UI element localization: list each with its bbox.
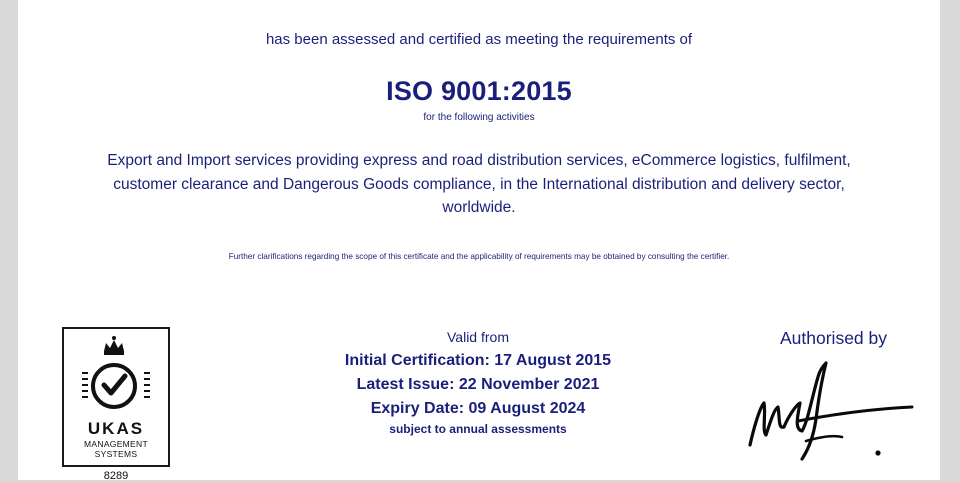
validity-block bbox=[273, 329, 683, 436]
latest-issue: Latest Issue: 22 November 2021 bbox=[356, 376, 600, 393]
initial-certification: Initial Certification: 17 August 2015 bbox=[344, 352, 612, 369]
valid-from-label: Valid from bbox=[447, 329, 509, 345]
ukas-management: MANAGEMENT bbox=[84, 439, 148, 449]
ukas-logo bbox=[62, 327, 170, 467]
clarification-note: Further clarifications regarding the scope of this certificate and the applicability of requirements may be obtained by consulting the certifier. bbox=[228, 252, 730, 261]
activities-lead: for the following activities bbox=[423, 112, 535, 123]
tick-circle-icon bbox=[93, 365, 135, 407]
authorised-by-label: Authorised by bbox=[780, 328, 888, 348]
standard-title: ISO 9001:2015 bbox=[386, 76, 572, 106]
cropped-top-line bbox=[18, 0, 940, 3]
ukas-wordmark: UKAS bbox=[87, 419, 145, 438]
annual-assessment-note: subject to annual assessments bbox=[389, 422, 567, 436]
assessed-statement: has been assessed and certified as meeting the requirements of bbox=[265, 31, 693, 48]
crown-icon bbox=[104, 336, 124, 355]
signature bbox=[740, 357, 930, 467]
ukas-number: 8289 bbox=[103, 470, 129, 482]
ukas-systems: SYSTEMS bbox=[94, 449, 138, 459]
expiry-date: Expiry Date: 09 August 2024 bbox=[370, 400, 586, 417]
certificate-sheet bbox=[18, 0, 940, 480]
scope-text: Export and Import services providing express and road distribution services, eCommerce logistics, fulfilment, customer clearance and Dangerous Goods compliance, in the International distribution and delivery sector, worldwide. bbox=[107, 152, 851, 216]
